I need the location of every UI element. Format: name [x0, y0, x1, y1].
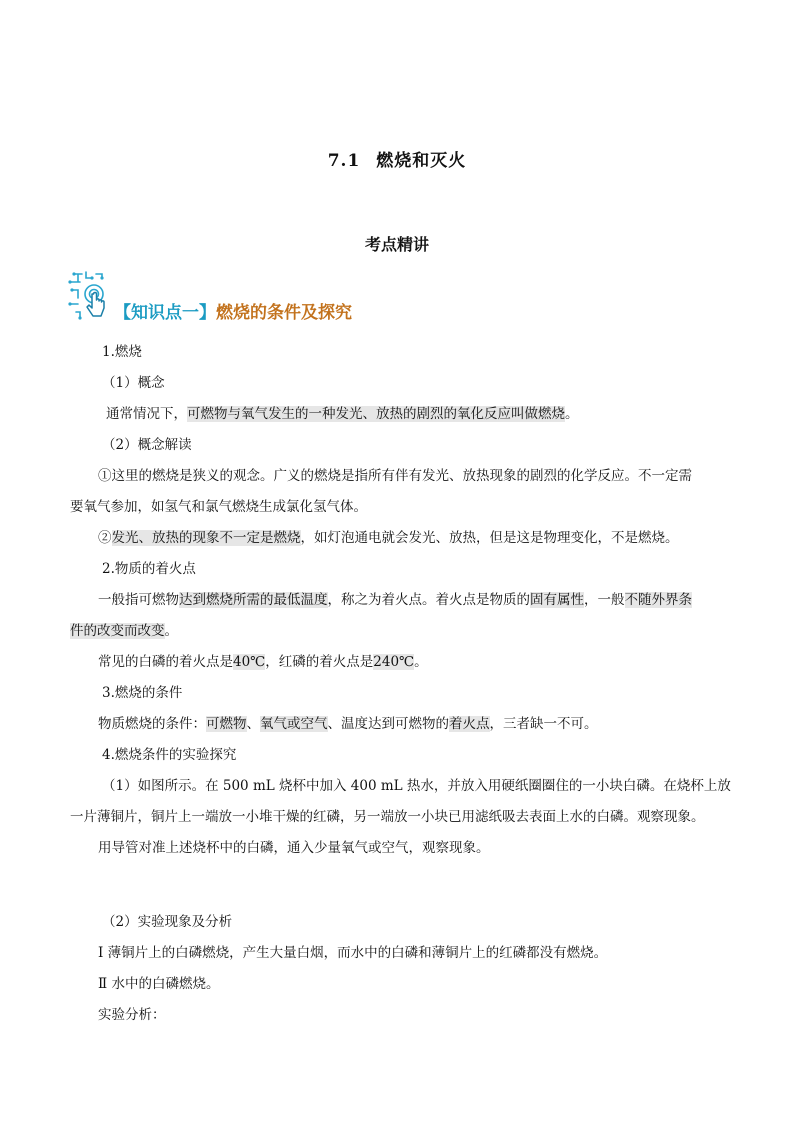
- page-title: [0, 146, 794, 171]
- highlight-white-phosphorus-temp: 40℃: [233, 654, 266, 670]
- highlight-combustible: 可燃物: [206, 716, 247, 732]
- chapter-title: 燃烧和灭火: [376, 151, 467, 171]
- highlight-not-combustion: 发光、放热的现象不一定是燃烧: [111, 530, 301, 546]
- paragraph-interpretation-1a: ①这里的燃烧是狭义的观念。广义的燃烧是指所有伴有发光、放热现象的剧烈的化学反应。不一定需: [98, 468, 692, 484]
- section-bracket-close: 】: [199, 303, 216, 323]
- highlight-min-temp: 达到燃烧所需的最低温度: [179, 592, 328, 608]
- paragraph-interpretation-1b: 要氧气参加，如氢气和氯气燃烧生成氯化氢气体。: [70, 499, 367, 515]
- highlight-inherent: 固有属性: [530, 592, 584, 608]
- heading-observations: （2）实验现象及分析: [102, 914, 233, 930]
- section-header: [66, 268, 566, 328]
- section-label: 知识点一: [131, 303, 199, 323]
- highlight-ignition: 着火点: [449, 716, 490, 732]
- heading-experiment: 4.燃烧条件的实验探究: [102, 747, 237, 763]
- paragraph-experiment-1a: （1）如图所示。在 500 mL 烧杯中加入 400 mL 热水，并放入用硬纸圈圈住的一小块白磷。在烧杯上放: [102, 778, 731, 794]
- document-body: [72, 337, 732, 1037]
- page-subtitle: 考点精讲: [364, 235, 429, 254]
- paragraph-ignition-2: 件的改变而改变。: [70, 623, 178, 639]
- paragraph-interpretation-2: ②发光、放热的现象不一定是燃烧，如灯泡通电就会发光、放热，但是这是物理变化，不是燃烧。: [98, 530, 679, 546]
- highlight-unchanged-2: 件的改变而改变: [70, 623, 165, 639]
- highlight-unchanged-1: 不随外界条: [624, 592, 692, 608]
- highlight-red-phosphorus-temp: 240℃: [373, 654, 415, 670]
- paragraph-conditions: 物质燃烧的条件：可燃物、氧气或空气、温度达到可燃物的着火点，三者缺一不可。: [98, 716, 598, 732]
- section-bracket-open: 【: [114, 303, 131, 323]
- paragraph-ignition-1: 一般指可燃物达到燃烧所需的最低温度，称之为着火点。着火点是物质的固有属性，一般不随外界条: [98, 592, 692, 608]
- section-topic: 燃烧的条件及探究: [216, 303, 352, 323]
- section-title: [114, 298, 352, 323]
- heading-concept-interpretation: （2）概念解读: [102, 437, 192, 453]
- paragraph-definition: 通常情况下，可燃物与氧气发生的一种发光、放热的剧烈的氧化反应叫做燃烧。: [106, 406, 579, 422]
- highlight-oxygen: 氧气或空气: [260, 716, 328, 732]
- highlight-definition: 可燃物与氧气发生的一种发光、放热的剧烈的氧化反应叫做燃烧: [187, 406, 565, 422]
- heading-combustion: 1.燃烧: [102, 344, 142, 360]
- paragraph-ignition-values: 常见的白磷的着火点是40℃，红磷的着火点是240℃。: [98, 654, 428, 670]
- heading-concept: （1）概念: [102, 375, 165, 391]
- paragraph-observation-1: Ⅰ 薄铜片上的白磷燃烧，产生大量白烟，而水中的白磷和薄铜片上的红磷都没有燃烧。: [98, 945, 608, 961]
- paragraph-experiment-2: 用导管对准上述烧杯中的白磷，通入少量氧气或空气，观察现象。: [98, 840, 490, 856]
- heading-ignition-point: 2.物质的着火点: [102, 561, 196, 577]
- chapter-number: 7.1: [327, 151, 361, 171]
- heading-conditions: 3.燃烧的条件: [102, 685, 183, 701]
- paragraph-experiment-1b: 一片薄铜片，铜片上一端放一小堆干燥的红磷，另一端放一小块已用滤纸吸去表面上水的白磷。观察现象。: [70, 809, 705, 825]
- paragraph-analysis: 实验分析：: [98, 1007, 166, 1023]
- paragraph-observation-2: Ⅱ 水中的白磷燃烧。: [98, 976, 220, 992]
